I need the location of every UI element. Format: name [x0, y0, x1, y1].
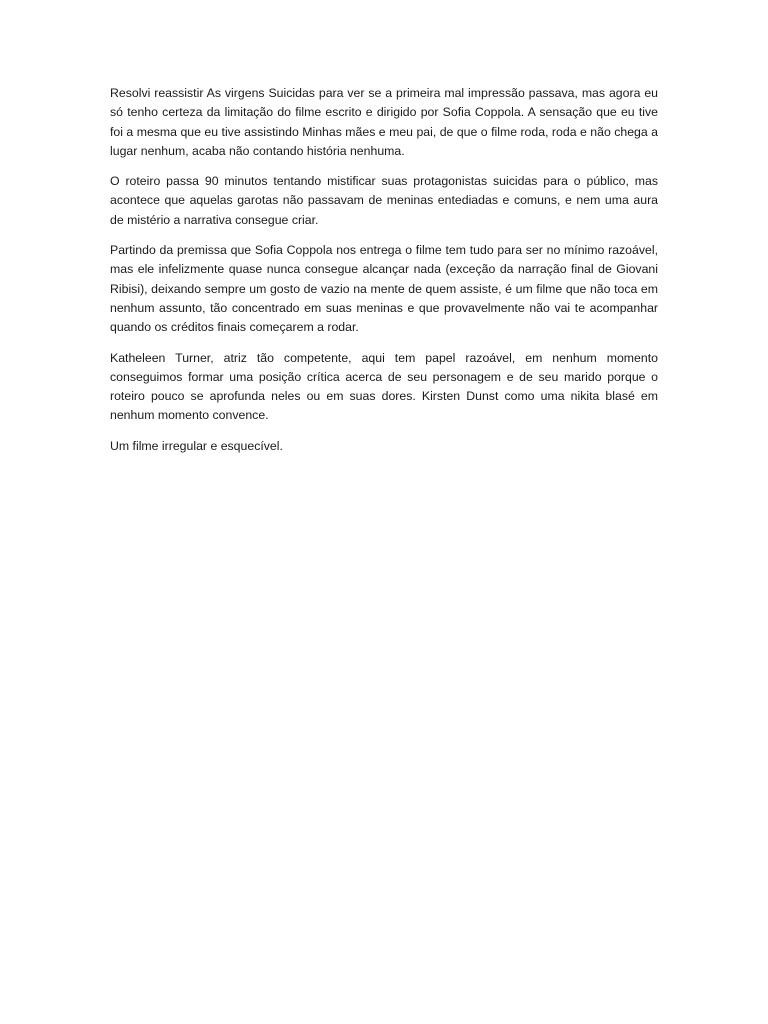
document-body [110, 84, 658, 467]
paragraph-2: O roteiro passa 90 minutos tentando mistificar suas protagonistas suicidas para o público, mas acontece que aquelas garotas não passavam de meninas entediadas e comuns, e nem uma aura de mistério a narrativa consegue criar. [110, 174, 658, 227]
paragraph-3: Partindo da premissa que Sofia Coppola nos entrega o filme tem tudo para ser no mínimo razoável, mas ele infelizmente quase nunca consegue alcançar nada (exceção da narração final de Giovani Ribisi), deixando sempre um gosto de vazio na mente de quem assiste, é um filme que não toca em nenhum assunto, tão concentrado em suas meninas e que provavelmente não vai te acompanhar quando os créditos finais começarem a rodar. [110, 243, 658, 335]
paragraph-4: Katheleen Turner, atriz tão competente, aqui tem papel razoável, em nenhum momento conseguimos formar uma posição crítica acerca de seu personagem e de seu marido porque o roteiro pouco se aprofunda neles ou em suas dores. Kirsten Dunst como uma nikita blasé em nenhum momento convence. [110, 350, 658, 423]
paragraph-1: Resolvi reassistir As virgens Suicidas para ver se a primeira mal impressão passava, mas agora eu só tenho certeza da limitação do filme escrito e dirigido por Sofia Coppola. A sensação que eu tive foi a mesma que eu tive assistindo Minhas mães e meu pai, de que o filme roda, roda e não chega a lugar nenhum, acaba não contando história nenhuma. [110, 86, 658, 158]
paragraph-5: Um filme irregular e esquecível. [110, 438, 283, 453]
